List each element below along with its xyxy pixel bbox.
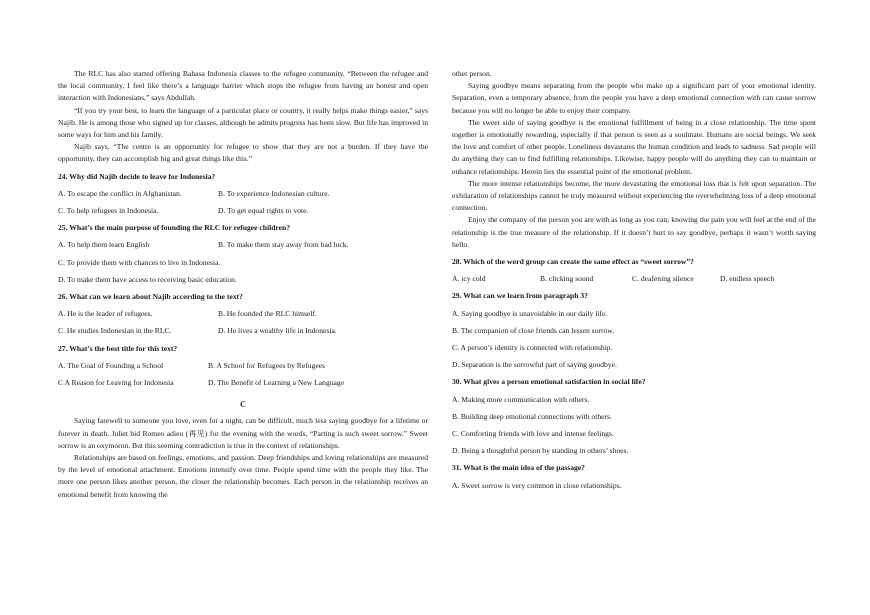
question-30: 30. What gives a person emotional satisfaction in social life? bbox=[452, 377, 646, 387]
passage-c-paragraph: The more intense relationships become, the more devastating the emotional loss that is felt upon separation. The exhilaration of relationships cannot be truly measured without experiencing the overwhelming loss of a deep emotional connection. bbox=[452, 178, 816, 213]
option-a: A. He is the leader of refugees. bbox=[58, 309, 153, 319]
option-c: C A Reason for Leaving for Indonesia bbox=[58, 378, 174, 388]
question-24-options bbox=[58, 188, 428, 200]
question-27: 27. What’s the best title for this text? bbox=[58, 343, 178, 353]
option-d: D. Being a thoughtful person by standing in others’ shoes. bbox=[452, 446, 629, 456]
option-b: B. To make them stay away from bad luck. bbox=[218, 240, 349, 250]
option-c: C. He studies Indonesian in the RLC. bbox=[58, 326, 172, 336]
option-d: D. endless speech bbox=[720, 274, 775, 284]
option-c: C. To provide them with chances to live in Indonesia. bbox=[58, 257, 221, 267]
question-26-options bbox=[58, 325, 428, 337]
question-27-options bbox=[58, 360, 428, 372]
passage-c-continuation: other person. bbox=[452, 69, 492, 78]
passage-b-paragraph: “If you try your best, to learn the language of a particular place or country, it really helps make things easier,” says Najib. He is among those who signed up for classes, although he admits progress has been slow. But life has improved in some ways for him and his family. bbox=[58, 105, 428, 140]
option-a: A. Making more communication with others. bbox=[452, 394, 590, 404]
option-a: A. Sweet sorrow is very common in close relationships. bbox=[452, 480, 622, 490]
question-25: 25. What’s the main purpose of founding the RLC for refugee children? bbox=[58, 223, 291, 233]
option-d: D. The Benefit of Learning a New Language bbox=[208, 378, 345, 388]
question-29: 29. What can we learn from paragraph 3? bbox=[452, 291, 588, 301]
option-a: A. Saying goodbye is unavoidable in our daily life. bbox=[452, 308, 608, 318]
option-b: B. A School for Refugees by Refugees bbox=[208, 360, 326, 370]
option-d: D. To make them have access to receiving basic education. bbox=[58, 274, 237, 284]
passage-c-paragraph: Saying farewell to someone you love, even for a night, can be difficult, much less saying goodbye for a lifetime or forever in death. Juliet bid Romeo adieu (再见) for the evening with the words, “Parting is such sweet sorrow.” Sweet sorrow is an oxymoron. But this seeming contradiction is true in the context of relationships. bbox=[58, 416, 428, 450]
option-a: A. To escape the conflict in Afghanistan. bbox=[58, 188, 182, 198]
question-28-options bbox=[452, 273, 816, 285]
option-d: D. To get equal rights to vote. bbox=[218, 206, 309, 216]
option-b: B. Building deep emotional connections with others. bbox=[452, 411, 612, 421]
left-column bbox=[58, 68, 428, 501]
question-31: 31. What is the main idea of the passage? bbox=[452, 463, 585, 473]
question-25-options bbox=[58, 239, 428, 251]
passage-b-paragraph: Najib says, “The centre is an opportunity for refugee to show that they are not a burden. If they have the opportunity, they can accomplish big and great things like this.” bbox=[58, 142, 428, 164]
question-26-options bbox=[58, 308, 428, 320]
right-column bbox=[452, 68, 816, 492]
option-c: C. To help refugees in Indonesia. bbox=[58, 206, 159, 216]
passage-c-paragraph: The sweet side of saying goodbye is the emotional fulfillment of being in a close relationship. The time spent together is emotionally rewarding, especially if that person is seen as a soulmate. Humans are social beings. We seek the love and comfort of other people. Loneliness devastates the human condition and leads to sadness. Sad people will do anything they can to find fulfilling relationships. Likewise, happy people will do anything they can to maintain or enhance relationships. Herein lies the essential point of the emotional problem. bbox=[452, 117, 816, 176]
passage-c-paragraph: Relationships are based on feelings, emotions, and passion. Deep friendships and loving relationships are measured by the level of emotional attachment. Emotions intensify over time. People spend time with the people they like. The more one person likes another person, the closer the relationship becomes. Each person in the relationship receives an emotional benefit from knowing the bbox=[58, 453, 428, 499]
passage-c-paragraph: Enjoy the company of the person you are with as long as you can; knowing the pain you will feel at the end of the relationship is the true measure of the relationship. If it doesn’t hurt to say goodbye, perhaps it wasn’t worth saying hello. bbox=[452, 215, 816, 249]
question-28: 28. Which of the word group can create the same effect as “sweet sorrow”? bbox=[452, 257, 694, 267]
option-c: C. Comforting friends with love and intense feelings. bbox=[452, 429, 614, 439]
option-a: A. icy cold bbox=[452, 274, 486, 284]
option-a: A. To help them learn English bbox=[58, 240, 150, 250]
question-27-options bbox=[58, 377, 428, 389]
option-b: B. He founded the RLC himself. bbox=[218, 309, 317, 319]
option-b: B. To experience Indonesian culture. bbox=[218, 188, 330, 198]
passage-c-paragraph: Saying goodbye means separating from the people who make up a significant part of your emotional identity. Separation, even a temporary absence, from the people you have a deep emotional connection with can cause sorrow because you will no longer be able to enjoy their company. bbox=[452, 81, 816, 115]
option-c: C. deafening silence bbox=[632, 274, 694, 284]
option-d: D. Separation is the sorrowful part of saying goodbye. bbox=[452, 360, 617, 370]
option-d: D. He lives a wealthy life in Indonesia. bbox=[218, 326, 337, 336]
option-a: A. The Goal of Founding a School bbox=[58, 360, 164, 370]
passage-b-paragraph: The RLC has also started offering Bahasa Indonesia classes to the refugee community. “Between the refugee and the local community, I feel like there’s a language barrier which stops the refugee from having an honest and open interaction with Indonesians,” says Abdullah. bbox=[58, 69, 428, 103]
option-b: B. clicking sound bbox=[540, 274, 594, 284]
section-c-heading: C bbox=[240, 400, 246, 410]
option-c: C. A person’s identity is connected with relationship. bbox=[452, 343, 613, 353]
question-24-options bbox=[58, 205, 428, 217]
option-b: B. The companion of close friends can lessen sorrow. bbox=[452, 325, 615, 335]
question-24: 24. Why did Najib decide to leave for Indonesia? bbox=[58, 171, 216, 181]
question-26: 26. What can we learn about Najib according to the text? bbox=[58, 292, 243, 302]
